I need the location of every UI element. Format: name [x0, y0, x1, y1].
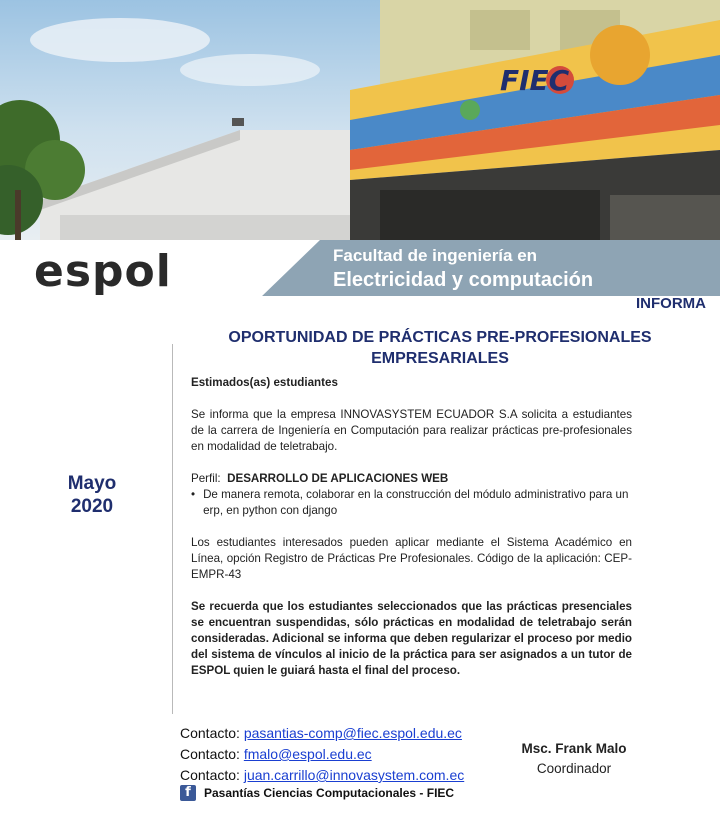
contact-row — [180, 765, 464, 786]
email-link-2[interactable]: fmalo@espol.edu.ec — [243, 746, 372, 762]
facebook-row[interactable] — [180, 785, 454, 801]
informa-label: INFORMA — [636, 295, 706, 312]
contacts — [180, 723, 464, 786]
apply-paragraph: Los estudiantes interesados pueden aplicar mediante el Sistema Académico en Línea, opción Registro de Prácticas Pre Profesionales. Código de la aplicación: CEP-EMPR-43 — [191, 536, 632, 581]
bullet-text: De manera remota, colaborar en la construcción del módulo administrativo para un erp, en python con django — [203, 488, 629, 517]
list-item — [191, 487, 632, 519]
faculty-line2: Electricidad y computación — [333, 269, 594, 291]
perfil — [191, 471, 632, 487]
notice-paragraph: Se recuerda que los estudiantes seleccionados que las prácticas presenciales se encuentran suspendidas, sólo prácticas en modalidad de teletrabajo serán consideradas. Adicional se informa que deben regularizar el proceso por medio del sistema de vínculos al inicio de la práctica para ser asignados a un tutor de ESPOL quien le guiará hasta el final del proceso. — [191, 600, 632, 677]
signature-name: Msc. Frank Malo — [521, 741, 627, 756]
date-month: Mayo — [67, 473, 117, 494]
body-text — [191, 375, 632, 679]
title-line2: EMPRESARIALES — [371, 350, 509, 367]
perfil-label: Perfil: — [191, 472, 221, 485]
contact-row — [180, 723, 464, 744]
facebook-text: Pasantías Ciencias Computacionales - FIEC — [204, 786, 455, 800]
page-title — [210, 327, 670, 369]
mural-text: FIEC — [500, 64, 570, 97]
date-year: 2020 — [70, 496, 114, 517]
facebook-icon[interactable]: f — [180, 785, 196, 801]
divider — [172, 344, 173, 714]
contact-label: Contacto: — [180, 767, 240, 783]
signature — [500, 739, 648, 779]
title-line1: OPORTUNIDAD DE PRÁCTICAS PRE-PROFESIONALES — [228, 329, 652, 346]
espol-logo: espol — [34, 246, 172, 297]
perfil-value: DESARROLLO DE APLICACIONES WEB — [227, 472, 449, 485]
faculty-line1: Facultad de ingeniería en — [333, 246, 538, 265]
signature-role: Coordinador — [536, 761, 612, 776]
date — [46, 472, 138, 518]
bullet-icon: • — [191, 488, 196, 501]
building-illustration — [0, 0, 720, 240]
greeting: Estimados(as) estudiantes — [191, 376, 338, 389]
header-photo — [0, 0, 720, 240]
intro-paragraph: Se informa que la empresa INNOVASYSTEM ECUADOR S.A solicita a estudiantes de la carrera de Ingeniería en Computación para realizar prácticas pre-profesionales en modalidad de teletrabajo. — [191, 408, 632, 453]
contact-label: Contacto: — [180, 725, 240, 741]
contact-label: Contacto: — [180, 746, 240, 762]
email-link-3[interactable]: juan.carrillo@innovasystem.com.ec — [243, 767, 465, 783]
contact-row — [180, 744, 464, 765]
email-link-1[interactable]: pasantias-comp@fiec.espol.edu.ec — [243, 725, 462, 741]
